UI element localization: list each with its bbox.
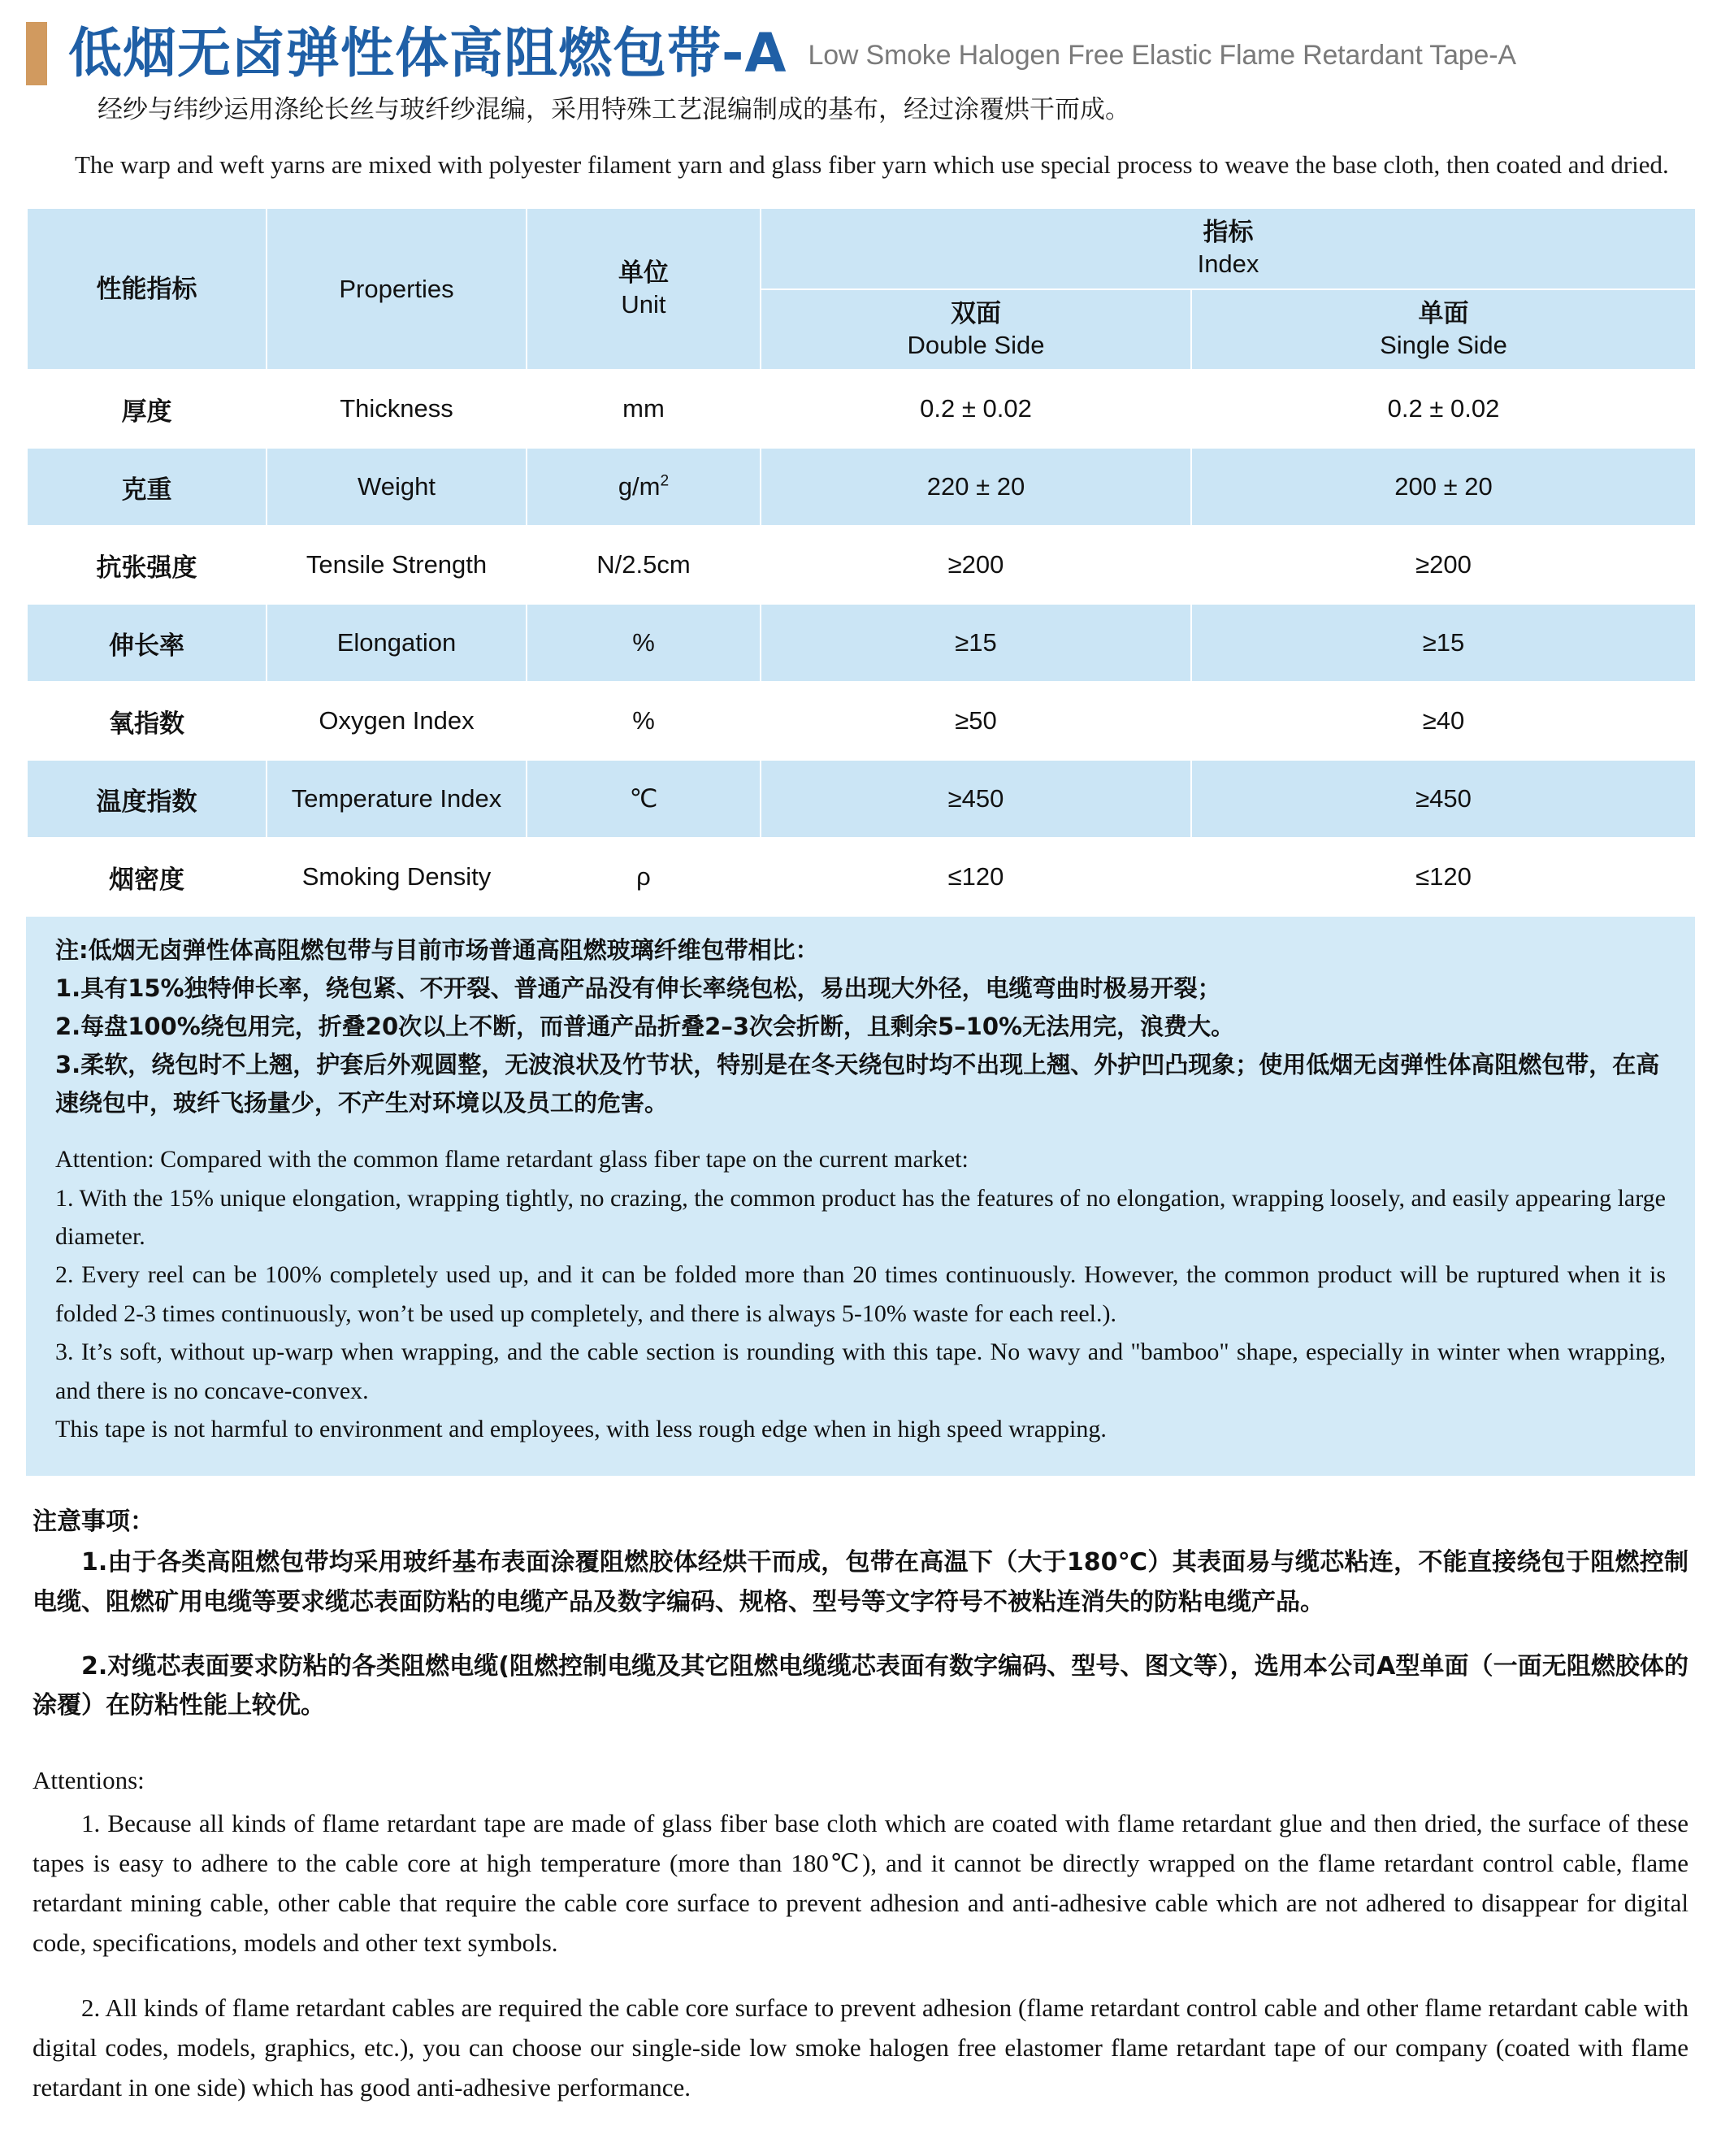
cell-property-en: Elongation — [267, 604, 527, 682]
note-line-chinese: 注:低烟无卤弹性体高阻燃包带与目前市场普通高阻燃玻璃纤维包带相比： — [55, 936, 819, 965]
cell-property-en: Weight — [267, 448, 527, 526]
table-row — [27, 604, 1696, 682]
attention-paragraph-chinese: 1.由于各类高阻燃包带均采用玻纤基布表面涂覆阻燃胶体经烘干而成，包带在高温下（大于180℃）其表面易与缆芯粘连，不能直接绕包于阻燃控制电缆、阻燃矿用电缆等要求缆芯表面防粘的电缆产品及数字编码、规格、型号等文字符号不被粘连消失的防粘电缆产品。 — [33, 1548, 1688, 1616]
cell-unit: % — [527, 604, 761, 682]
header-single-side-en-text: Single Side — [1380, 330, 1507, 359]
cell-property-cn: 温度指数 — [27, 760, 267, 838]
intro-section — [0, 75, 1721, 183]
attentions-section — [0, 1476, 1721, 2108]
intro-paragraph-english: The warp and weft yarns are mixed with polyester filament yarn and glass fiber yarn which use special process to weave the base cloth, then coated and dried. — [75, 150, 1669, 179]
cell-property-cn: 烟密度 — [27, 838, 267, 916]
cell-property-en: Oxygen Index — [267, 682, 527, 760]
unit-superscript: 2 — [660, 473, 670, 491]
cell-property-en: Thickness — [267, 370, 527, 448]
note-line-english: This tape is not harmful to environment and employees, with less rough edge when in high speed wrapping. — [55, 1416, 1107, 1443]
header-properties-en-text: Properties — [339, 274, 454, 303]
header-double-side-en-text: Double Side — [907, 330, 1045, 359]
header-index-cn-text: 指标 — [1203, 218, 1254, 248]
note-line-chinese: 2.每盘100%绕包用完，折叠20次以上不断，而普通产品折叠2–3次会折断，且剩余5–10%无法用完，浪费大。 — [55, 1013, 1235, 1041]
attentions-heading-chinese: 注意事项： — [33, 1507, 154, 1537]
header-single-side-cn-text: 单面 — [1418, 298, 1469, 328]
header-single-side — [1191, 289, 1696, 371]
attentions-heading-english: Attentions: — [33, 1765, 145, 1794]
cell-single-side: 0.2 ± 0.02 — [1191, 370, 1696, 448]
note-line-english: 1. With the 15% unique elongation, wrapping tightly, no crazing, the common product has the features of no elongation, wrapping loosely, and easily appearing large diameter. — [55, 1184, 1666, 1251]
cell-double-side: ≥200 — [761, 526, 1191, 604]
page-title-english: Low Smoke Halogen Free Elastic Flame Retardant Tape-A — [808, 40, 1516, 71]
header-unit-cn-text: 单位 — [618, 258, 669, 288]
table-row — [27, 760, 1696, 838]
page-header — [0, 0, 1721, 85]
cell-property-cn: 抗张强度 — [27, 526, 267, 604]
cell-property-en: Tensile Strength — [267, 526, 527, 604]
cell-property-cn: 伸长率 — [27, 604, 267, 682]
attention-paragraph-chinese: 2.对缆芯表面要求防粘的各类阻燃电缆(阻燃控制电缆及其它阻燃电缆缆芯表面有数字编码、型号、图文等），选用本公司A型单面（一面无阻燃胶体的涂覆）在防粘性能上较优。 — [33, 1651, 1688, 1720]
table-row — [27, 526, 1696, 604]
cell-single-side: ≥15 — [1191, 604, 1696, 682]
cell-double-side: ≤120 — [761, 838, 1191, 916]
note-line-chinese: 1.具有15%独特伸长率，绕包紧、不开裂、普通产品没有伸长率绕包松，易出现大外径，电缆弯曲时极易开裂； — [55, 974, 1221, 1003]
attention-paragraph-english: 1. Because all kinds of flame retardant tape are made of glass fiber base cloth which are coated with flame retardant glue and then dried, the surface of these tapes is easy to adhere to the cable core at high temperature (more than 180℃), and it cannot be directly wrapped on the flame retardant control cable, flame retardant mining cable, other cable that require the cable core surface to prevent adhesion and anti-adhesive cable which are not adhered to disappear for digital code, specifications, models and other text symbols. — [33, 1809, 1688, 1958]
table-header — [27, 208, 1696, 370]
table-row — [27, 448, 1696, 526]
header-unit-en-text: Unit — [621, 289, 666, 319]
cell-double-side: ≥15 — [761, 604, 1191, 682]
table-row — [27, 370, 1696, 448]
cell-unit: N/2.5cm — [527, 526, 761, 604]
cell-double-side: 0.2 ± 0.02 — [761, 370, 1191, 448]
header-properties-cn — [27, 208, 267, 370]
cell-unit: mm — [527, 370, 761, 448]
table-row — [27, 838, 1696, 916]
cell-unit: ρ — [527, 838, 761, 916]
page-title-chinese: 低烟无卤弹性体高阻燃包带-A — [68, 22, 787, 85]
header-double-side-cn-text: 双面 — [951, 298, 1001, 328]
cell-single-side: ≤120 — [1191, 838, 1696, 916]
cell-single-side: ≥200 — [1191, 526, 1696, 604]
cell-property-cn: 氧指数 — [27, 682, 267, 760]
attentions-english-group — [33, 1804, 1688, 2108]
cell-property-cn: 厚度 — [27, 370, 267, 448]
cell-single-side: 200 ± 20 — [1191, 448, 1696, 526]
notes-english-group — [55, 1140, 1666, 1448]
attentions-chinese-group — [33, 1543, 1688, 1725]
note-line-english: Attention: Compared with the common flame retardant glass fiber tape on the current market: — [55, 1146, 969, 1173]
table-header-row-1 — [27, 208, 1696, 289]
cell-double-side: ≥50 — [761, 682, 1191, 760]
table-row — [27, 682, 1696, 760]
cell-property-cn: 克重 — [27, 448, 267, 526]
specification-table — [26, 207, 1697, 917]
header-properties-en — [267, 208, 527, 370]
header-index — [761, 208, 1696, 289]
cell-double-side: 220 ± 20 — [761, 448, 1191, 526]
cell-single-side: ≥450 — [1191, 760, 1696, 838]
header-double-side — [761, 289, 1191, 371]
header-index-en-text: Index — [1197, 249, 1259, 279]
attention-paragraph-english: 2. All kinds of flame retardant cables are required the cable core surface to prevent adhesion (flame retardant control cable and other flame retardant cable with digital codes, models, graphics, etc.), you can choose our single-side low smoke halogen free elastomer flame retardant tape of our company (coated with flame retardant in one side) which has good anti-adhesive performance. — [33, 1993, 1688, 2102]
cell-property-en: Temperature Index — [267, 760, 527, 838]
cell-double-side: ≥450 — [761, 760, 1191, 838]
cell-single-side: ≥40 — [1191, 682, 1696, 760]
note-line-english: 3. It’s soft, without up-warp when wrapping, and the cable section is rounding with this tape. No wavy and "bamboo" shape, especially in winter when wrapping, and there is no concave-convex. — [55, 1338, 1666, 1404]
spec-table-wrapper — [26, 207, 1695, 917]
accent-bar-decoration — [26, 22, 47, 85]
notes-panel — [26, 917, 1695, 1476]
note-line-english: 2. Every reel can be 100% completely used up, and it can be folded more than 20 times continuously. However, the common product will be ruptured when it is folded 2-3 times continuously, won’t be used up completely, and there is always 5-10% waste for each reel.). — [55, 1261, 1666, 1327]
table-body — [27, 370, 1696, 916]
cell-unit: ℃ — [527, 760, 761, 838]
header-unit — [527, 208, 761, 370]
notes-chinese-group — [55, 931, 1666, 1122]
cell-unit: $g/m^2$ — [527, 448, 761, 526]
header-properties-cn-text: 性能指标 — [96, 274, 197, 304]
cell-property-en: Smoking Density — [267, 838, 527, 916]
cell-unit: % — [527, 682, 761, 760]
note-line-chinese: 3.柔软，绕包时不上翘，护套后外观圆整，无波浪状及竹节状，特别是在冬天绕包时均不出现上翘、外护凹凸现象；使用低烟无卤弹性体高阻燃包带，在高速绕包中，玻纤飞扬量少，不产生对环境以及员工的危害。 — [55, 1051, 1660, 1117]
intro-paragraph-chinese: 经纱与纬纱运用涤纶长丝与玻纤纱混编，采用特殊工艺混编制成的基布，经过涂覆烘干而成。 — [98, 95, 1130, 124]
